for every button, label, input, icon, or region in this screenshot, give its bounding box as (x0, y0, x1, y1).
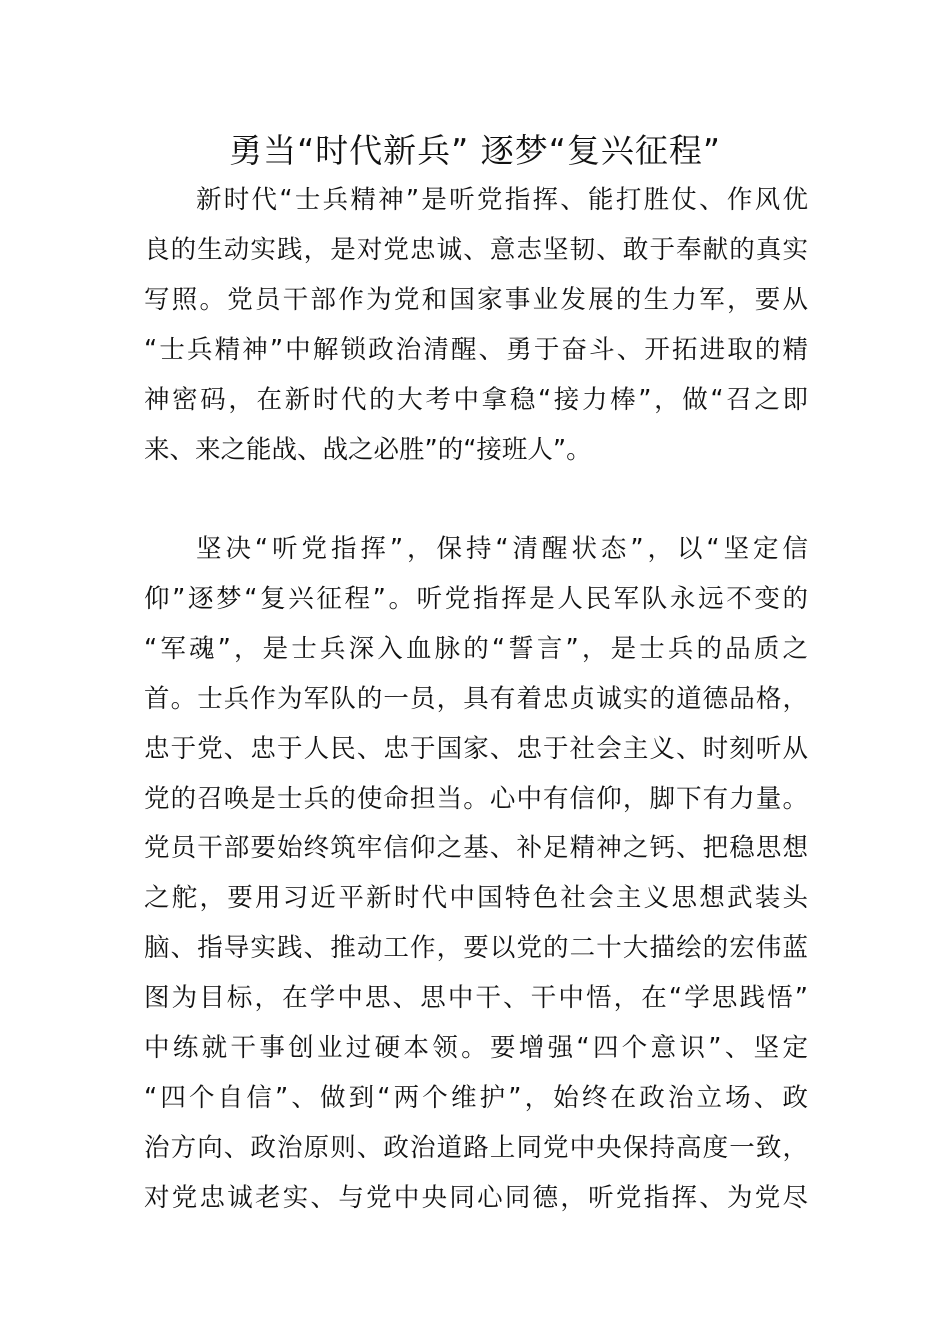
paragraph-line: 图为目标，在学中思、思中干、干中悟，在“学思践悟” (144, 983, 808, 1013)
paragraph-line: “军魂”，是士兵深入血脉的“誓言”，是士兵的品质之 (144, 634, 808, 664)
paragraph-line: 对党忠诚老实、与党中央同心同德，听党指挥、为党尽 (144, 1183, 808, 1213)
paragraph-line: 仰”逐梦“复兴征程”。听党指挥是人民军队永远不变的 (144, 584, 808, 614)
paragraph-line: 新时代“士兵精神”是听党指挥、能打胜仗、作风优 (196, 185, 808, 215)
paragraph-line: 坚决“听党指挥”，保持“清醒状态”，以“坚定信 (196, 534, 808, 564)
document-title: 勇当“时代新兵” 逐梦“复兴征程” (229, 131, 721, 170)
paragraph-line: 忠于党、忠于人民、忠于国家、忠于社会主义、时刻听从 (144, 734, 808, 764)
paragraph-line: 党的召唤是士兵的使命担当。心中有信仰，脚下有力量。 (144, 784, 808, 814)
paragraph-line: 治方向、政治原则、政治道路上同党中央保持高度一致， (144, 1133, 808, 1163)
paragraph-line: 之舵，要用习近平新时代中国特色社会主义思想武装头 (144, 883, 808, 913)
paragraph-line: 神密码，在新时代的大考中拿稳“接力棒”，做“召之即 (144, 385, 808, 415)
paragraph-line: 良的生动实践，是对党忠诚、意志坚韧、敢于奉献的真实 (144, 235, 808, 265)
paragraph-line: 脑、指导实践、推动工作，要以党的二十大描绘的宏伟蓝 (144, 933, 808, 963)
paragraph-line: 首。士兵作为军队的一员，具有着忠贞诚实的道德品格， (144, 684, 808, 714)
paragraph-line: “四个自信”、做到“两个维护”，始终在政治立场、政 (144, 1083, 808, 1113)
paragraph-line: 写照。党员干部作为党和国家事业发展的生力军，要从 (144, 285, 808, 315)
paragraph-line: 中练就干事创业过硬本领。要增强“四个意识”、坚定 (144, 1033, 808, 1063)
paragraph-line: 来、来之能战、战之必胜”的“接班人”。 (144, 435, 592, 465)
paragraph-line: 党员干部要始终筑牢信仰之基、补足精神之钙、把稳思想 (144, 833, 808, 863)
paragraph-line: “士兵精神”中解锁政治清醒、勇于奋斗、开拓进取的精 (144, 335, 808, 365)
